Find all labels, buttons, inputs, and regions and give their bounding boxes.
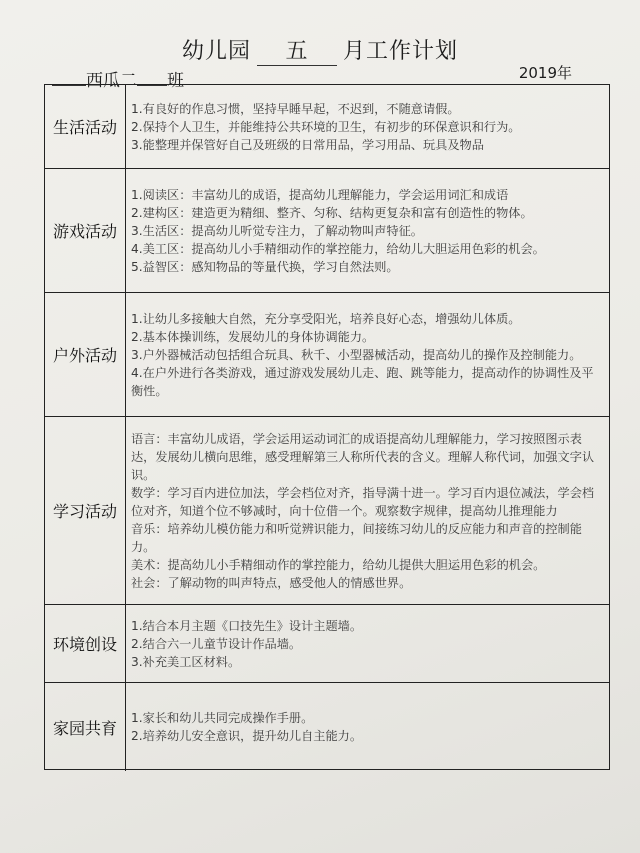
class-suffix: 班 [167,71,184,91]
content-line: 2.保持个人卫生，并能维持公共环境的卫生，有初步的环保意识和行为。 [131,119,521,134]
section-content [131,605,603,682]
table-row-outdoor [45,293,609,417]
content-line: 5.益智区：感知物品的等量代换，学习自然法则。 [131,259,399,274]
content-line: 3.生活区：提高幼儿听觉专注力，了解动物叫声特征。 [131,223,423,238]
section-content [131,169,603,292]
content-line: 1.阅读区：丰富幼儿的成语，提高幼儿理解能力，学会运用词汇和成语 [131,187,509,202]
plan-title-label: 月工作计划 [343,39,459,64]
content-line: 2.培养幼儿安全意识，提升幼儿自主能力。 [131,729,363,743]
table-row-life [45,85,609,169]
section-label: 生活活动 [45,85,126,168]
content-line: 1.让幼儿多接触大自然，充分享受阳光，培养良好心态，增强幼儿体质。 [131,311,521,326]
content-line: 2.结合六一儿童节设计作品墙。 [131,636,302,651]
section-content [131,683,603,771]
table-row-learning [45,417,609,605]
content-line: 1.结合本月主题《口技先生》设计主题墙。 [131,618,363,633]
section-label: 环境创设 [45,605,126,682]
section-content [131,417,603,604]
content-line: 4.在户外进行各类游戏，通过游戏发展幼儿走、跑、跳等能力，提高动作的协调性及平衡性。 [131,365,594,398]
content-line: 美术：提高幼儿小手精细动作的掌控能力，给幼儿提供大胆运用色彩的机会。 [131,557,546,572]
section-content [131,85,603,168]
plan-table [44,84,610,770]
section-content [131,293,603,416]
month-value: 五 [257,34,337,66]
section-label: 户外活动 [45,293,126,416]
year-label: 2019年 [518,64,572,82]
content-line: 音乐：培养幼儿模仿能力和听觉辨识能力，间接练习幼儿的反应能力和声音的控制能力。 [131,521,582,554]
section-label: 学习活动 [45,417,126,604]
kindergarten-label: 幼儿园 [181,39,251,64]
table-row-environment [45,605,609,683]
content-line: 3.能整理并保管好自己及班级的日常用品，学习用品、玩具及物品 [131,137,484,152]
content-line: 1.有良好的作息习惯，坚持早睡早起，不迟到，不随意请假。 [131,101,460,116]
content-line: 语言：丰富幼儿成语，学会运用运动词汇的成语提高幼儿理解能力，学习按照图示表达，发展幼儿横向思维，感受理解第三人称所代表的含义。理解人称代词，加强文字认识。 [131,431,595,482]
content-line: 4.美工区：提高幼儿小手精细动作的掌控能力，给幼儿大胆运用色彩的机会。 [131,241,545,256]
section-label: 游戏活动 [45,169,126,292]
content-line: 数学：学习百内进位加法，学会档位对齐，指导满十进一。学习百内退位减法，学会档位对齐，知道个位不够减时，向十位借一个。观察数字规律，提高幼儿推理能力 [131,485,595,518]
content-line: 2.基本体操训练，发展幼儿的身体协调能力。 [131,329,375,344]
content-line: 3.户外器械活动包括组合玩具、秋千、小型器械活动，提高幼儿的操作及控制能力。 [131,347,582,362]
class-name: 西瓜二 [86,71,137,91]
content-line: 3.补充美工区材料。 [131,654,241,669]
content-line: 社会：了解动物的叫声特点，感受他人的情感世界。 [131,575,412,590]
table-row-home [45,683,609,771]
content-line: 2.建构区：建造更为精细、整齐、匀称、结构更复杂和富有创造性的物体。 [131,205,533,220]
table-row-games [45,169,609,293]
content-line: 1.家长和幼儿共同完成操作手册。 [131,711,314,725]
section-label: 家园共育 [45,683,126,771]
